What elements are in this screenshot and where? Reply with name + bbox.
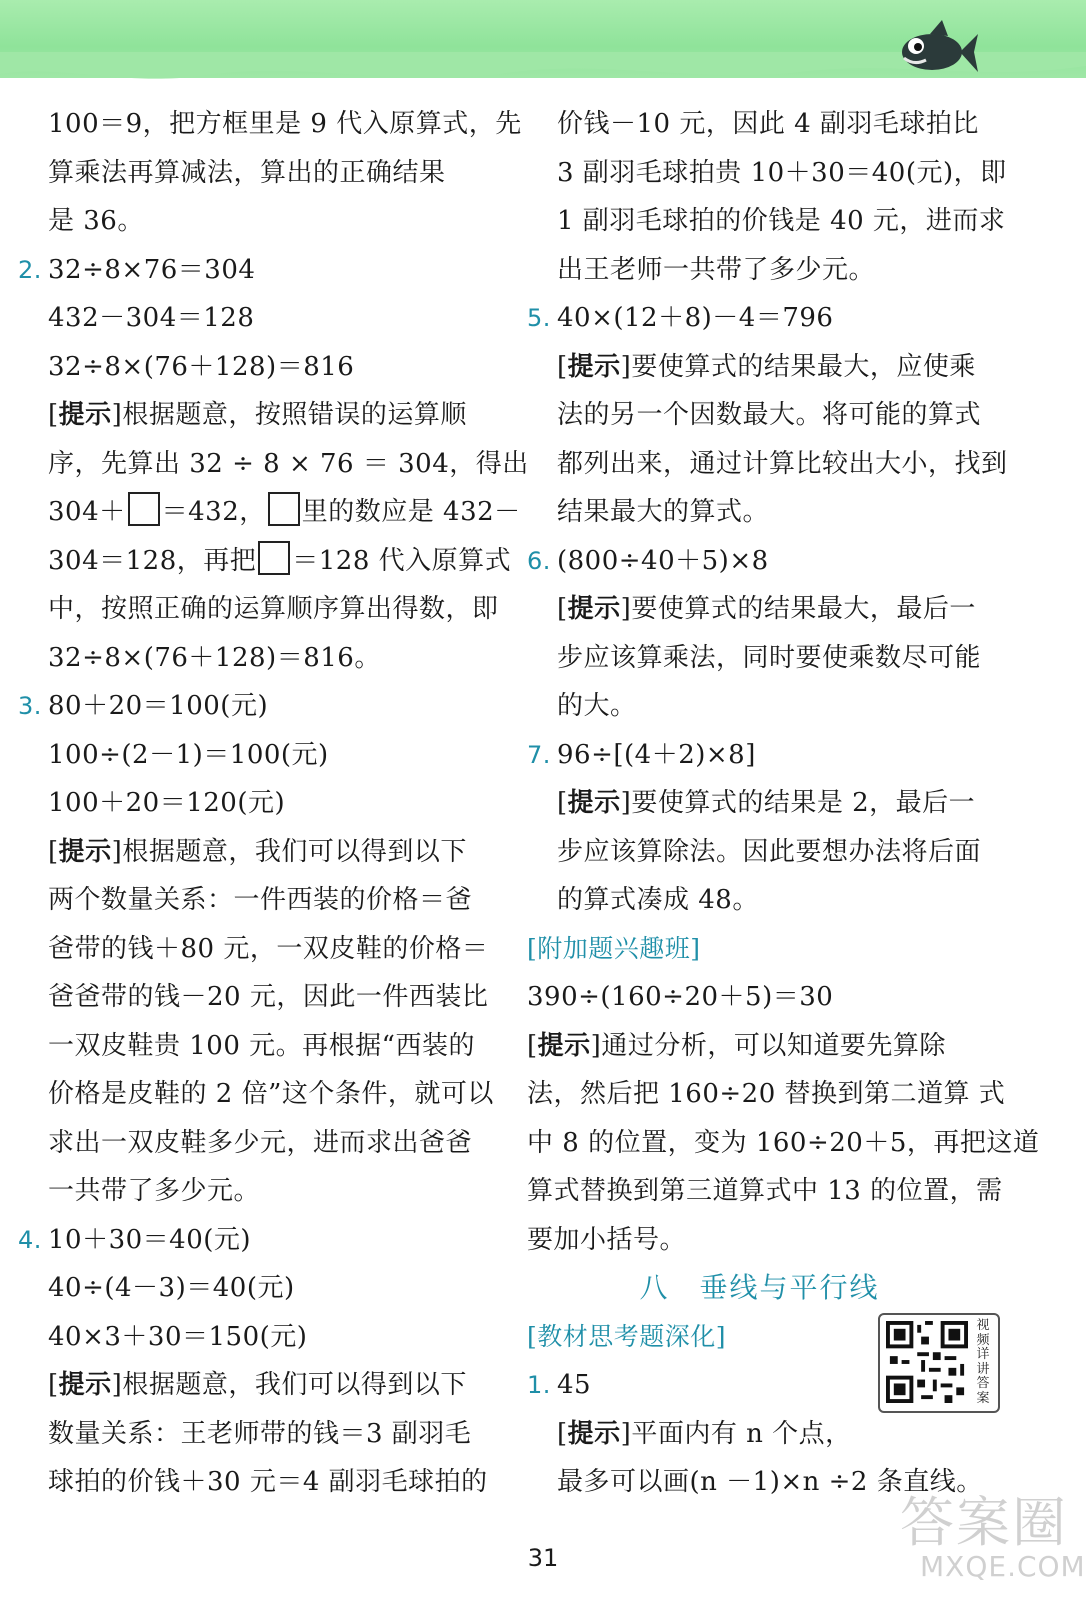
hint-line: 3 副羽毛球拍贵 10＋30＝40(元)，即 xyxy=(557,157,1007,188)
equation: 32÷8×76＝304 xyxy=(48,254,256,285)
hint-line: 结果最大的算式。 xyxy=(557,497,770,527)
hint-line: 要加小括号。 xyxy=(527,1224,687,1255)
page-number: 31 xyxy=(527,1544,559,1572)
qr-caption: 视频详讲答案 xyxy=(976,1318,990,1406)
question-number: 2. xyxy=(18,255,42,284)
hint-text: ＝128 代入原算式 xyxy=(292,545,512,576)
hint-line: [提示]根据题意，我们可以得到以下 xyxy=(48,836,467,867)
question-3-line xyxy=(18,682,483,731)
question-number: 3. xyxy=(18,692,42,720)
section-tag-textbook: [教材思考题深化] xyxy=(527,1321,727,1351)
blank-box xyxy=(128,492,160,526)
hint-text: 要使算式的结果最大，最后一 xyxy=(631,594,976,624)
hint-line: 法的另一个因数最大。将可能的算式 xyxy=(557,400,982,430)
hint-text: 304＋ xyxy=(48,497,126,527)
hint-line: 法，然后把 160÷20 替换到第二道算 式 xyxy=(527,1079,1006,1109)
equation: 432－304＝128 xyxy=(48,303,255,333)
hint-line: 步应该算乘法，同时要使乘数尽可能 xyxy=(557,642,982,673)
hint-line: 最多可以画(n －1)×n ÷2 条直线。 xyxy=(557,1467,983,1497)
equation: 390÷(160÷20＋5)＝30 xyxy=(527,982,834,1012)
hint-line: 序，先算出 32 ÷ 8 × 76 ＝ 304，得出 xyxy=(48,448,529,479)
hint-line: 中，按照正确的运算顺序算出得数，即 xyxy=(48,594,499,624)
hint-label: 提示 xyxy=(567,1418,621,1449)
hint-text: 根据题意，按照错误的运算顺 xyxy=(122,400,467,430)
hint-line: [提示]要使算式的结果最大，应使乘 xyxy=(557,351,976,382)
hint-label: 提示 xyxy=(567,351,621,382)
equation: 100＋20＝120(元) xyxy=(48,788,286,818)
question-number: 5. xyxy=(527,304,551,332)
hint-line: 1 副羽毛球拍的价钱是 40 元，进而求 xyxy=(557,206,1006,236)
hint-line: 32÷8×(76＋128)＝816。 xyxy=(48,642,381,673)
qr-pattern-icon xyxy=(886,1321,968,1403)
hint-line: 一共带了多少元。 xyxy=(48,1176,261,1206)
chapter-title: 八 垂线与平行线 xyxy=(639,1271,880,1304)
hint-line: 算式替换到第三道算式中 13 的位置，需 xyxy=(527,1176,1003,1206)
qr-code[interactable] xyxy=(878,1313,1000,1413)
equation: 32÷8×(76＋128)＝816 xyxy=(48,351,355,382)
hint-line: [提示]根据题意，我们可以得到以下 xyxy=(48,1370,467,1400)
hint-text: 要使算式的结果最大，应使乘 xyxy=(631,351,976,382)
hint-line: 爸爸带的钱－20 元，因此一件西装比 xyxy=(48,982,489,1012)
hint-label: 提示 xyxy=(58,1370,112,1400)
hint-text: 里的数应是 432－ xyxy=(301,497,521,527)
hint-label: 提示 xyxy=(537,1030,591,1061)
hint-line: 爸带的钱＋80 元，一双皮鞋的价格＝ xyxy=(48,933,489,964)
question-4-line xyxy=(18,1216,483,1265)
hint-line: 价钱－10 元，因此 4 副羽毛球拍比 xyxy=(557,109,979,139)
hint-line: [提示]要使算式的结果最大，最后一 xyxy=(557,594,976,624)
hint-line: 步应该算除法。因此要想办法将后面 xyxy=(557,836,982,867)
hint-label: 提示 xyxy=(58,400,112,430)
hint-text: 通过分析，可以知道要先算除 xyxy=(601,1030,946,1061)
question-2-line xyxy=(18,246,483,295)
equation: 80＋20＝100(元) xyxy=(48,691,269,721)
equation: 100÷(2－1)＝100(元) xyxy=(48,739,329,770)
question-number: 6. xyxy=(527,546,551,575)
hint-line: 的算式凑成 48。 xyxy=(557,885,759,915)
hint-line: 两个数量关系：一件西装的价格＝爸 xyxy=(48,885,473,915)
equation: 10＋30＝40(元) xyxy=(48,1224,252,1255)
fish-mascot-icon xyxy=(890,16,980,86)
hint-line: 都列出来，通过计算比较出大小，找到 xyxy=(557,448,1008,479)
question-number: 4. xyxy=(18,1225,42,1254)
answer-line: 100＝9，把方框里是 9 代入原算式，先 xyxy=(48,109,522,139)
hint-text: 要使算式的结果是 2，最后一 xyxy=(631,788,976,818)
watermark-url: MXQE.COM xyxy=(920,1550,1086,1583)
equation: 40×(12＋8)－4＝796 xyxy=(557,303,834,333)
watermark-logo-text: 答案圈 xyxy=(900,1491,1068,1554)
hint-text: 根据题意，我们可以得到以下 xyxy=(122,1370,467,1400)
hint-line: 价格是皮鞋的 2 倍”这个条件，就可以 xyxy=(48,1079,494,1109)
equation: 40÷(4－3)＝40(元) xyxy=(48,1273,295,1303)
section-tag-extra: [附加题兴趣班] xyxy=(527,933,701,963)
equation: 96÷[(4＋2)×8] xyxy=(557,739,756,770)
hint-line: [提示]平面内有 n 个点， xyxy=(557,1418,852,1449)
answer-line: 是 36。 xyxy=(48,206,144,236)
blank-box xyxy=(268,492,300,526)
hint-label: 提示 xyxy=(567,594,621,624)
hint-line: [提示]根据题意，按照错误的运算顺 xyxy=(48,400,467,430)
hint-text: ＝432， xyxy=(161,497,266,527)
hint-line xyxy=(18,488,521,537)
hint-text: 根据题意，我们可以得到以下 xyxy=(122,836,467,867)
blank-box xyxy=(258,541,290,575)
hint-line: [提示]通过分析，可以知道要先算除 xyxy=(527,1030,946,1061)
equation: (800÷40＋5)×8 xyxy=(557,545,769,576)
hint-line: 一双皮鞋贵 100 元。再根据“西装的 xyxy=(48,1030,475,1061)
hint-line: 数量关系：王老师带的钱＝3 副羽毛 xyxy=(48,1418,472,1449)
hint-line: 球拍的价钱＋30 元＝4 副羽毛球拍的 xyxy=(48,1467,488,1497)
question-5-line xyxy=(527,294,992,343)
hint-text: 平面内有 n 个点， xyxy=(631,1418,852,1449)
question-7-line xyxy=(527,731,992,780)
site-watermark xyxy=(900,1480,1086,1590)
question-number: 7. xyxy=(527,740,551,769)
hint-label: 提示 xyxy=(58,836,112,867)
answer-line: 算乘法再算减法，算出的正确结果 xyxy=(48,157,446,188)
hint-line xyxy=(18,537,512,586)
hint-line: 出王老师一共带了多少元。 xyxy=(557,254,876,285)
hint-line: 中 8 的位置，变为 160÷20＋5，再把这道 xyxy=(527,1127,1040,1158)
hint-line: 的大。 xyxy=(557,691,637,721)
hint-line: 求出一双皮鞋多少元，进而求出爸爸 xyxy=(48,1127,473,1158)
hint-label: 提示 xyxy=(567,788,621,818)
equation: 45 xyxy=(557,1370,592,1400)
hint-line: [提示]要使算式的结果是 2，最后一 xyxy=(557,788,976,818)
left-column xyxy=(18,100,529,1507)
hint-text: 304＝128，再把 xyxy=(48,545,257,576)
question-number: 1. xyxy=(527,1371,551,1399)
equation: 40×3＋30＝150(元) xyxy=(48,1321,308,1352)
question-6-line xyxy=(527,537,992,586)
right-column xyxy=(527,100,1040,1507)
